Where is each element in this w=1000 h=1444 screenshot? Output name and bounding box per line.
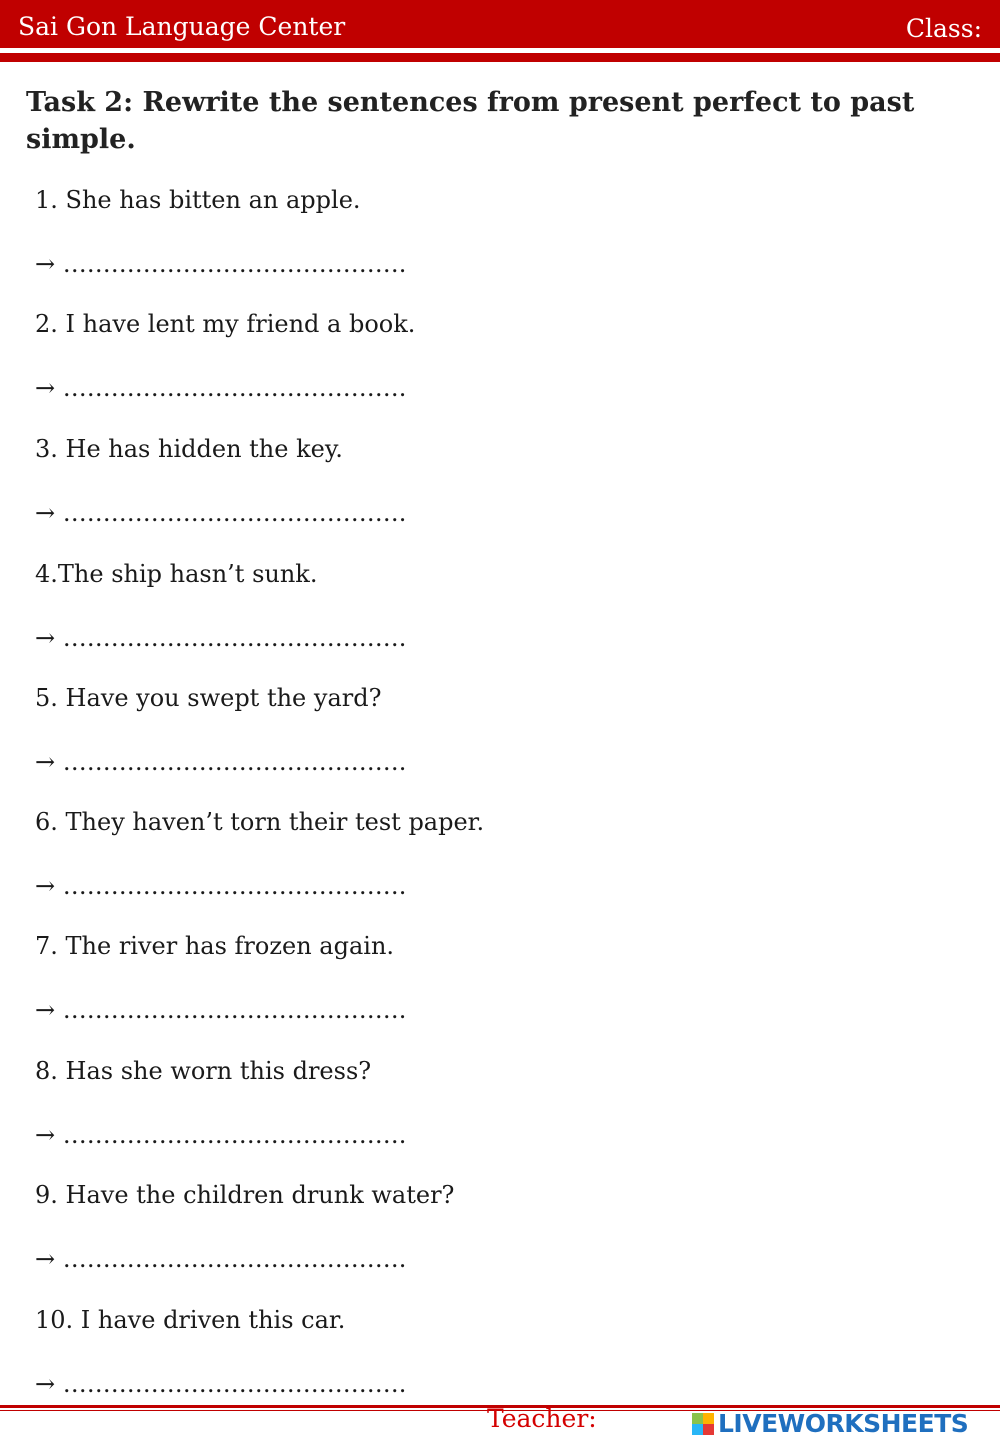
answer-line[interactable]: → …………………………………….: [35, 1121, 407, 1149]
exercise-sentence: 7. The river has frozen again.: [35, 932, 395, 960]
exercise-sentence: 6. They haven’t torn their test paper.: [35, 808, 485, 836]
answer-line[interactable]: → …………………………………….: [35, 1370, 407, 1398]
exercise-sentence: 10. I have driven this car.: [35, 1306, 346, 1334]
answer-line[interactable]: → …………………………………….: [35, 996, 407, 1024]
exercise-sentence: 9. Have the children drunk water?: [35, 1181, 455, 1209]
class-label: Class:: [905, 14, 982, 43]
header-bar: [0, 0, 1000, 48]
task-title: Task 2: Rewrite the sentences from present perfect to past simple.: [26, 87, 915, 155]
teacher-label: Teacher:: [487, 1404, 597, 1433]
exercise-sentence: 8. Has she worn this dress?: [35, 1057, 372, 1085]
exercise-sentence: 1. She has bitten an apple.: [35, 186, 361, 214]
exercise-sentence: 2. I have lent my friend a book.: [35, 310, 416, 338]
answer-line[interactable]: → …………………………………….: [35, 1245, 407, 1273]
liveworksheets-wordmark: LIVEWORKSHEETS: [718, 1409, 969, 1438]
answer-line[interactable]: → …………………………………….: [35, 748, 407, 776]
answer-line[interactable]: → …………………………………….: [35, 250, 407, 278]
answer-line[interactable]: → …………………………………….: [35, 624, 407, 652]
answer-line[interactable]: → …………………………………….: [35, 872, 407, 900]
liveworksheets-logo[interactable]: [692, 1409, 968, 1438]
liveworksheets-cube-icon: [692, 1413, 714, 1435]
exercise-sentence: 5. Have you swept the yard?: [35, 684, 382, 712]
answer-line[interactable]: → …………………………………….: [35, 499, 407, 527]
header-divider: [0, 53, 1000, 62]
center-name: Sai Gon Language Center: [18, 12, 346, 41]
exercise-sentence: 3. He has hidden the key.: [35, 435, 343, 463]
exercise-sentence: 4.The ship hasn’t sunk.: [35, 560, 318, 588]
answer-line[interactable]: → …………………………………….: [35, 374, 407, 402]
